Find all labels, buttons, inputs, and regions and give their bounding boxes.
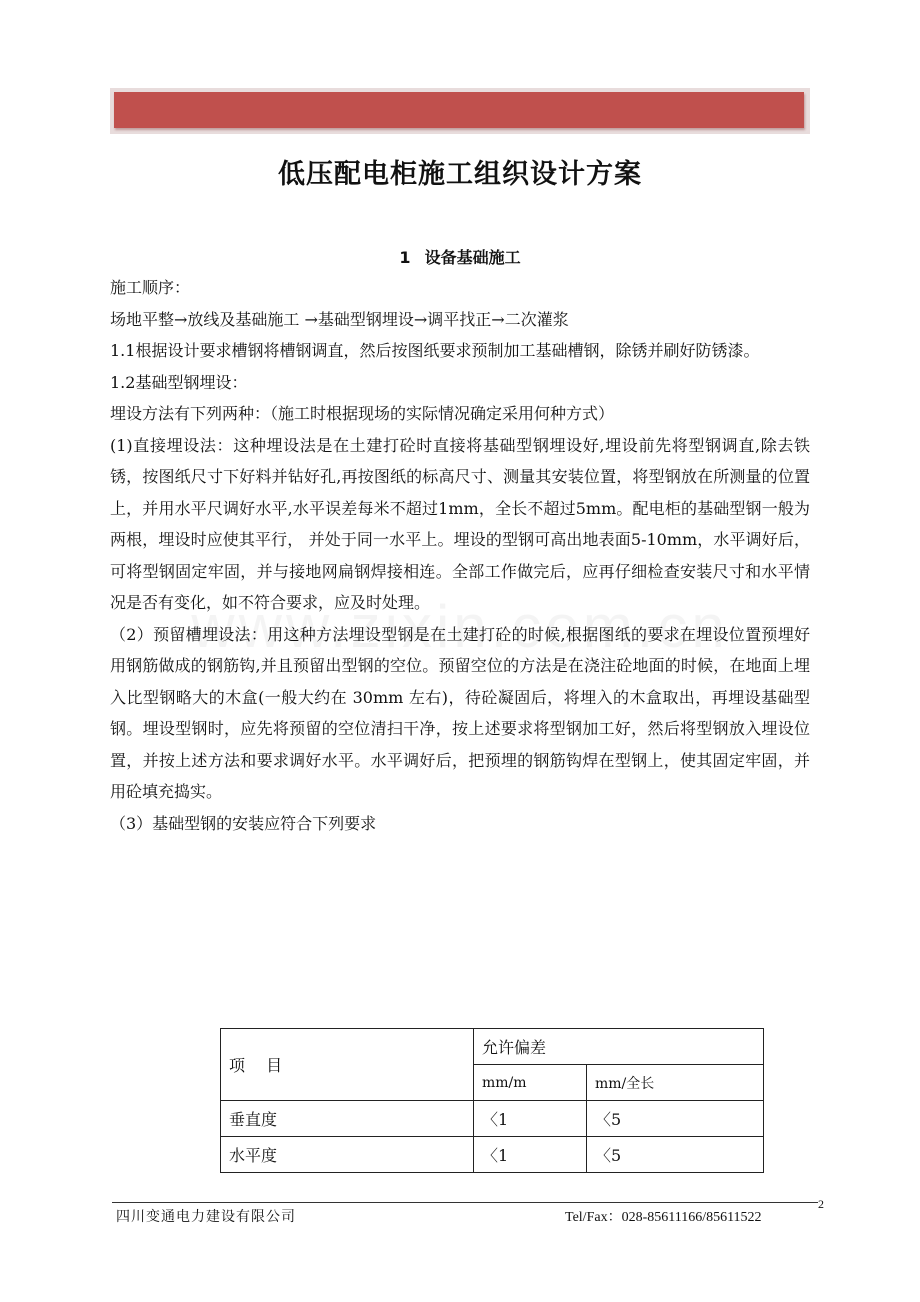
footer-divider: [112, 1202, 818, 1203]
table-row: [221, 1137, 764, 1173]
table-cell-item: 水平度: [221, 1137, 474, 1173]
table-header-row: [221, 1029, 764, 1065]
table-cell-total: 〈5: [587, 1137, 764, 1173]
section-title: 设备基础施工: [424, 248, 521, 267]
table-header-tolerance: 允许偏差: [474, 1029, 764, 1065]
paragraph-direct-method: (1)直接埋设法：这种埋设法是在土建打砼时直接将基础型钢埋设好,埋设前先将型钢调直,除去铁锈，按图纸尺寸下好料并钻好孔,再按图纸的标高尺寸、测量其安装位置，将型钢放在所测量的位置上，并用水平尺调好水平,水平误差每米不超过1mm，全长不超过5mm。配电柜的基础型钢一般为两根，埋设时应使其平行， 并处于同一水平上。埋设的型钢可高出地表面5-10mm，水平调好后，可将型钢固定牢固，并与接地网扁钢焊接相连。全部工作做完后，应再仔细检查安装尺寸和水平情况是否有变化，如不符合要求，应及时处理。: [110, 435, 810, 612]
page-number: 2: [818, 1197, 824, 1211]
body-text: [110, 272, 810, 839]
table-cell-item: 垂直度: [221, 1101, 474, 1137]
tolerance-table: [220, 1028, 764, 1173]
table-header-per-meter: mm/m: [474, 1065, 587, 1101]
paragraph-reserved-slot-method: （2）预留槽埋设法：用这种方法埋设型钢是在土建打砼的时候,根据图纸的要求在埋设位置预埋好用钢筋做成的钢筋钩,并且预留出型钢的空位。预留空位的方法是在浇注砼地面的时候，在地面上埋入比型钢略大的木盒(一般大约在 30mm 左右)，待砼凝固后，将埋入的木盒取出，再埋设基础型钢。埋设型钢时，应先将预留的空位清扫干净，按上述要求将型钢加工好，然后将型钢放入埋设位置，并按上述方法和要求调好水平。水平调好后，把预埋的钢筋钩焊在型钢上，使其固定牢固，并用砼填充捣实。: [110, 624, 810, 801]
paragraph-methods-intro: 埋设方法有下列两种：（施工时根据现场的实际情况确定采用何种方式）: [110, 404, 615, 423]
table-cell-total: 〈5: [587, 1101, 764, 1137]
header-decorative-bar: [114, 92, 804, 128]
paragraph-sequence-steps: 场地平整→放线及基础施工 →基础型钢埋设→调平找正→二次灌浆: [110, 309, 569, 329]
footer-contact: Tel/Fax：028-85611166/85611522: [565, 1210, 762, 1225]
paragraph-requirements-heading: （3）基础型钢的安装应符合下列要求: [110, 813, 377, 833]
section-number: 1: [399, 248, 411, 267]
table-header-item: 项 目: [221, 1029, 474, 1101]
table-row: [221, 1101, 764, 1137]
paragraph-1-1: 1.1根据设计要求槽钢将槽钢调直，然后按图纸要求预制加工基础槽钢，除锈并刷好防锈漆。: [110, 341, 760, 360]
table-cell-per-meter: 〈1: [474, 1101, 587, 1137]
table-cell-per-meter: 〈1: [474, 1137, 587, 1173]
table-header-total-length: mm/全长: [587, 1065, 764, 1101]
document-title: 低压配电柜施工组织设计方案: [278, 159, 642, 190]
paragraph-sequence-label: 施工顺序：: [110, 278, 191, 297]
footer-company-name: 四川变通电力建设有限公司: [116, 1209, 296, 1225]
paragraph-1-2-heading: 1.2基础型钢埋设：: [110, 372, 248, 392]
section-heading: [0, 245, 920, 268]
